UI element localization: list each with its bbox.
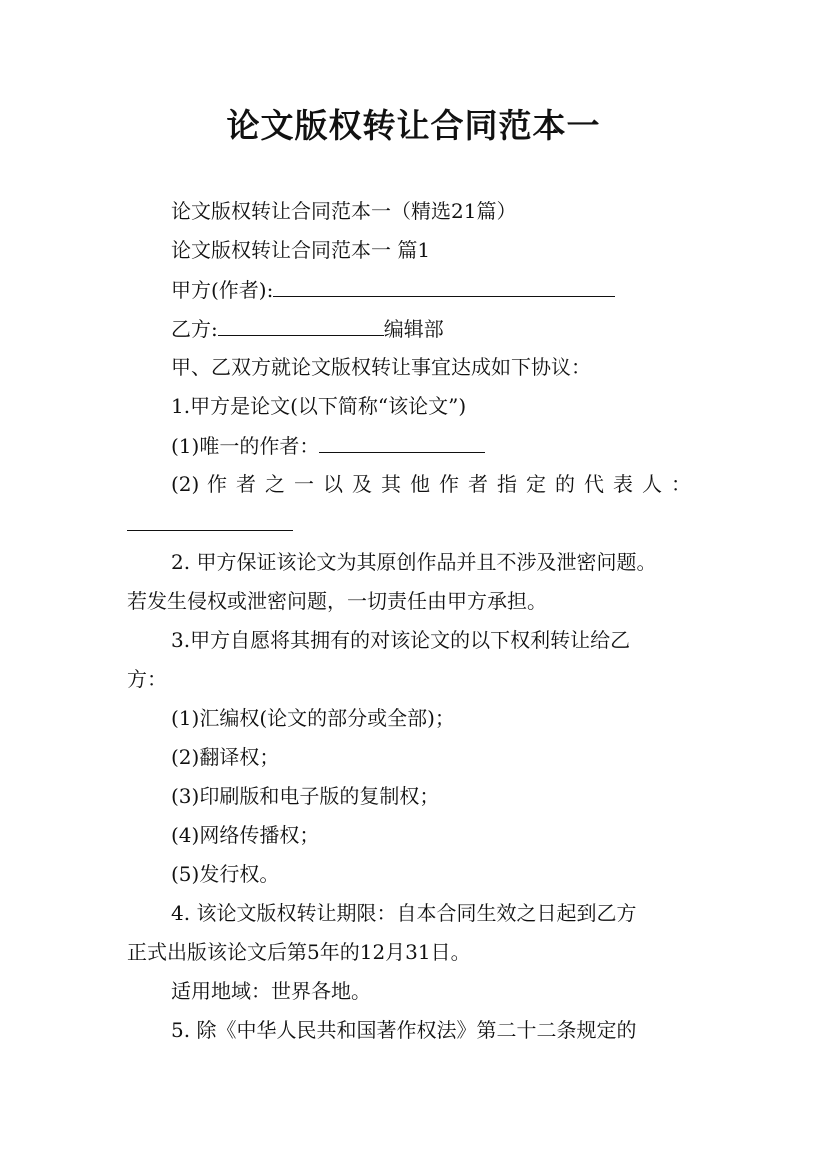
section-heading: 论文版权转让合同范本一 篇1 <box>171 238 431 262</box>
agreement-intro: 甲、乙双方就论文版权转让事宜达成如下协议： <box>171 355 591 379</box>
document-title: 论文版权转让合同范本一 <box>226 106 601 145</box>
right-item-5: (5)发行权。 <box>171 862 280 886</box>
right-item-4: (4)网络传播权； <box>171 823 320 847</box>
right-item-3: (3)印刷版和电子版的复制权； <box>171 784 440 808</box>
clause-3-line-1: 3.甲方自愿将其拥有的对该论文的以下权利转让给乙 <box>171 628 631 652</box>
clause-1: 1.甲方是论文(以下简称“该论文”) <box>171 394 467 418</box>
clause-1-item-1 <box>171 432 485 459</box>
subtitle-line: 论文版权转让合同范本一（精选21篇） <box>171 199 517 223</box>
right-item-2: (2)翻译权； <box>171 745 280 769</box>
party-a-label: 甲方(作者): <box>171 278 274 302</box>
clause-2-line-2: 若发生侵权或泄密问题，一切责任由甲方承担。 <box>127 589 547 613</box>
representative-line <box>127 510 293 537</box>
sole-author-label: (1)唯一的作者： <box>171 434 320 458</box>
clause-1-item-2: (2) 作 者 之 一 以 及 其 他 作 者 指 定 的 代 表 人 ： <box>171 472 691 496</box>
clause-4-line-1: 4. 该论文版权转让期限：自本合同生效之日起到乙方 <box>171 901 637 925</box>
party-b-suffix: 编辑部 <box>383 317 444 341</box>
clause-3-line-2: 方： <box>127 667 167 691</box>
party-b-label: 乙方: <box>171 317 218 341</box>
clause-2-line-1: 2. 甲方保证该论文为其原创作品并且不涉及泄密问题。 <box>171 550 657 574</box>
clause-4-line-2: 正式出版该论文后第5年的12月31日。 <box>127 940 471 964</box>
sole-author-blank <box>319 432 485 453</box>
party-a-line <box>171 276 615 303</box>
representative-blank <box>127 510 293 531</box>
party-b-blank <box>218 315 384 336</box>
party-b-line <box>171 315 444 342</box>
right-item-1: (1)汇编权(论文的部分或全部)； <box>171 706 455 730</box>
party-a-blank <box>273 276 615 297</box>
territory-line: 适用地域：世界各地。 <box>171 979 371 1003</box>
clause-5-line-1: 5. 除《中华人民共和国著作权法》第二十二条规定的 <box>171 1018 637 1042</box>
